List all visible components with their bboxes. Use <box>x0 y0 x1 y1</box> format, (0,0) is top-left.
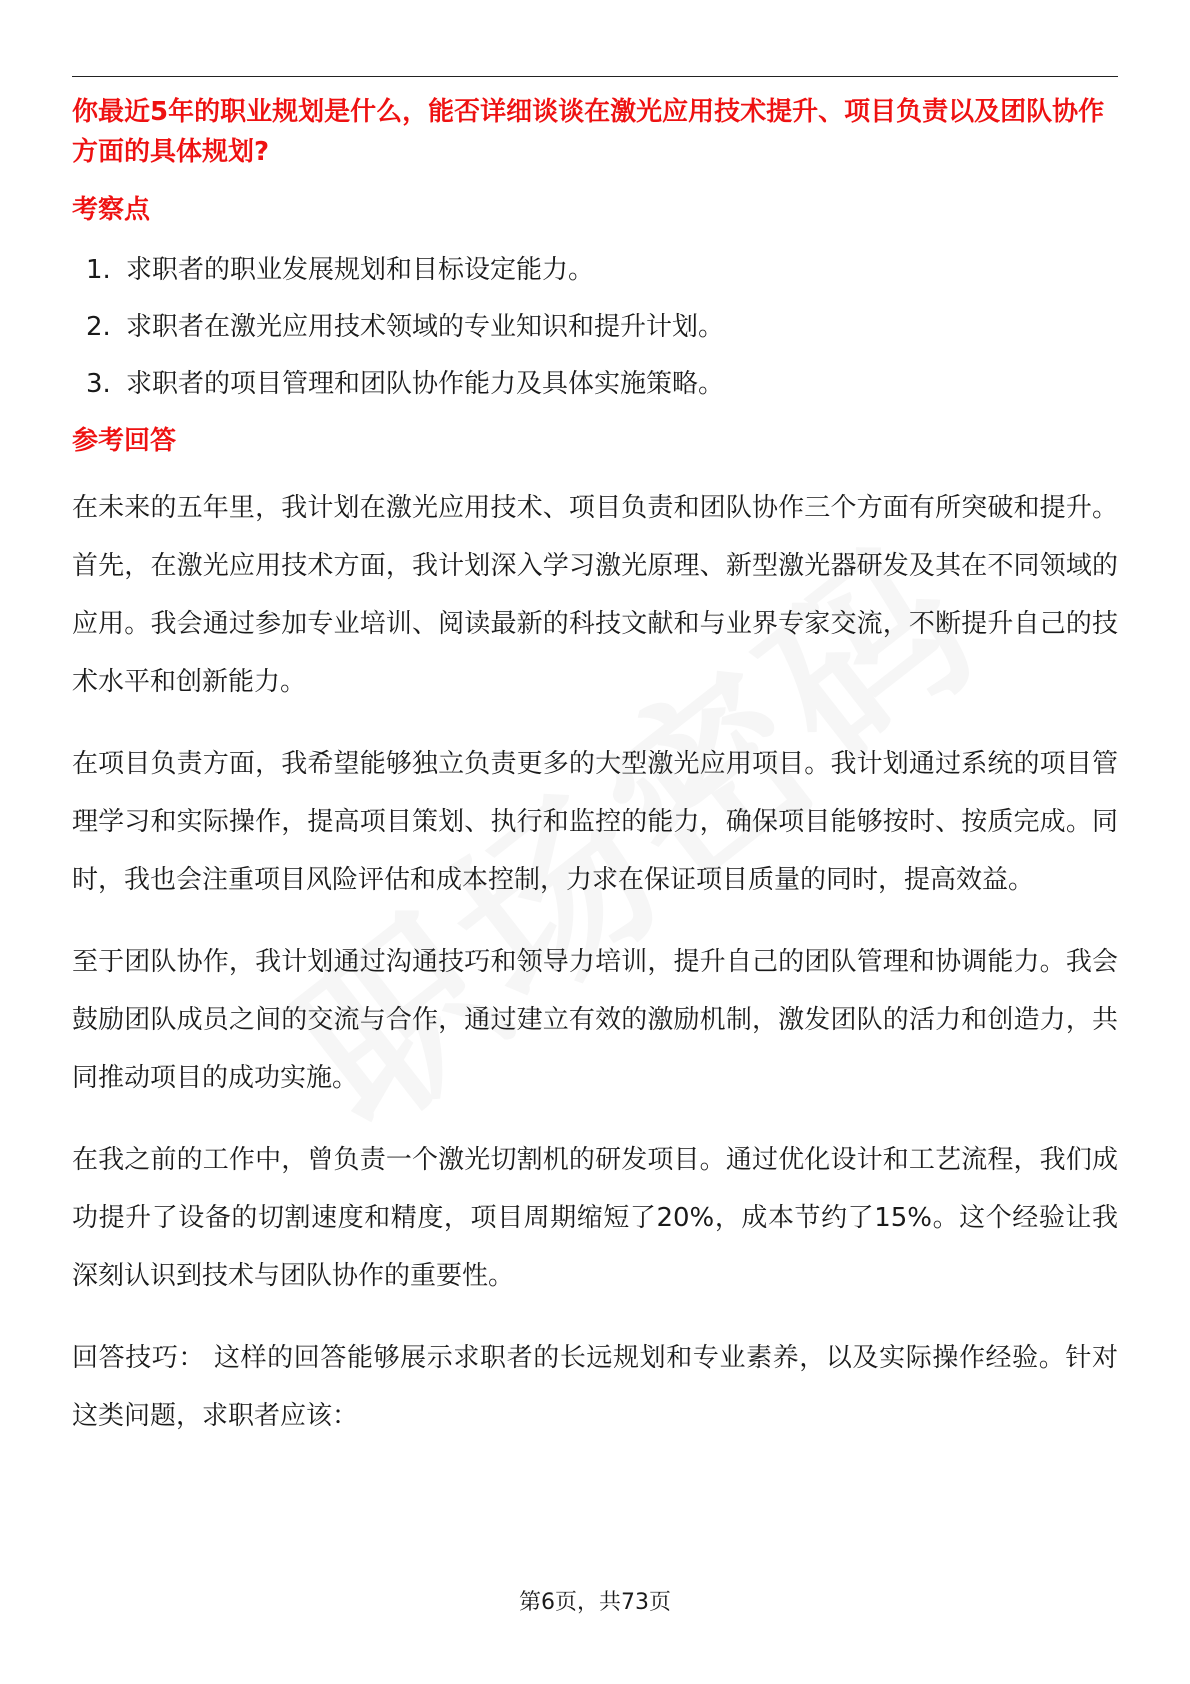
examination-points-list <box>72 250 1118 404</box>
list-item-number: 1. <box>86 255 111 285</box>
list-item-number: 2. <box>86 312 111 342</box>
page-number-footer: 第6页，共73页 <box>519 1590 671 1615</box>
list-item <box>72 307 1118 347</box>
reference-answer-title: 参考回答 <box>72 426 177 456</box>
list-item <box>72 250 1118 290</box>
list-item-text: 求职者在激光应用技术领域的专业知识和提升计划。 <box>126 312 725 342</box>
examination-points-title: 考察点 <box>72 195 151 225</box>
header-rule <box>72 76 1118 77</box>
question-heading: 你最近5年的职业规划是什么，能否详细谈谈在激光应用技术提升、项目负责以及团队协作方面的具体规划? <box>72 97 1105 167</box>
list-item-number: 3. <box>86 369 111 399</box>
answer-paragraph-2: 在项目负责方面，我希望能够独立负责更多的大型激光应用项目。我计划通过系统的项目管理学习和实际操作，提高项目策划、执行和监控的能力，确保项目能够按时、按质完成。同时，我也会注重项目风险评估和成本控制，力求在保证项目质量的同时，提高效益。 <box>72 749 1118 895</box>
answer-paragraph-3: 至于团队协作，我计划通过沟通技巧和领导力培训，提升自己的团队管理和协调能力。我会鼓励团队成员之间的交流与合作，通过建立有效的激励机制，激发团队的活力和创造力，共同推动项目的成功实施。 <box>72 947 1118 1093</box>
page-content <box>72 92 1118 1445</box>
answer-paragraph-1: 在未来的五年里，我计划在激光应用技术、项目负责和团队协作三个方面有所突破和提升。首先，在激光应用技术方面，我计划深入学习激光原理、新型激光器研发及其在不同领域的应用。我会通过参加专业培训、阅读最新的科技文献和与业界专家交流，不断提升自己的技术水平和创新能力。 <box>72 493 1118 697</box>
list-item-text: 求职者的职业发展规划和目标设定能力。 <box>126 255 595 285</box>
list-item-text: 求职者的项目管理和团队协作能力及具体实施策略。 <box>126 369 725 399</box>
answer-tips-paragraph: 回答技巧： 这样的回答能够展示求职者的长远规划和专业素养，以及实际操作经验。针对这类问题，求职者应该： <box>72 1343 1118 1431</box>
list-item <box>72 364 1118 404</box>
answer-paragraph-4: 在我之前的工作中，曾负责一个激光切割机的研发项目。通过优化设计和工艺流程，我们成功提升了设备的切割速度和精度，项目周期缩短了20%，成本节约了15%。这个经验让我深刻认识到技术与团队协作的重要性。 <box>72 1145 1118 1291</box>
